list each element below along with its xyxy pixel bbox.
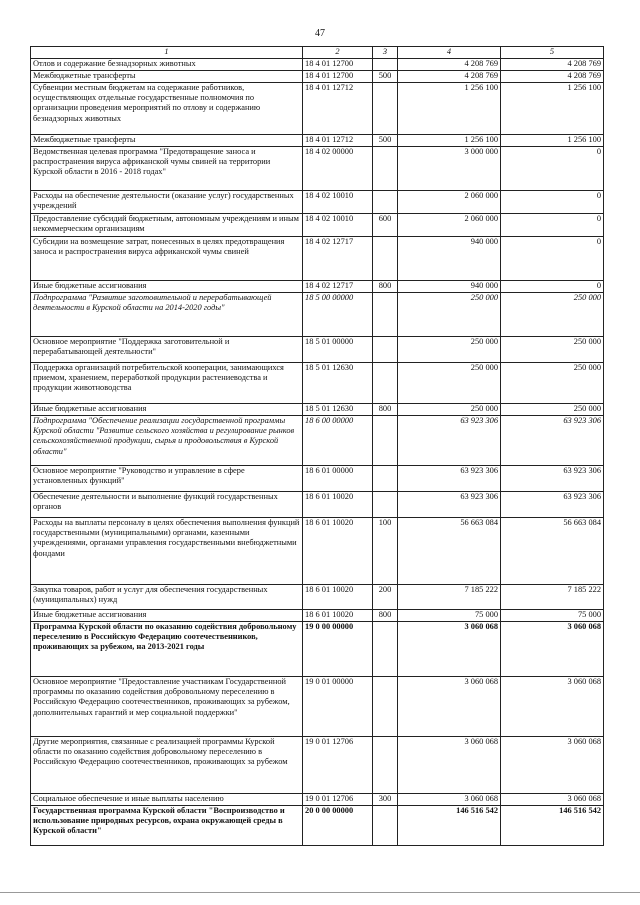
- row-code-cell: 19 0 01 00000: [303, 677, 373, 737]
- row-name-cell: Основное мероприятие "Руководство и управление в сфере установленных функций": [31, 466, 303, 492]
- row-code-cell: 18 6 01 10020: [303, 585, 373, 610]
- row-amount-2-cell: 7 185 222: [501, 585, 604, 610]
- row-name-cell: Субсидии на возмещение затрат, понесенных в целях предотвращения заноса и распространения вируса африканской чумы свиней: [31, 237, 303, 281]
- table-row: [31, 677, 604, 737]
- row-amount-1-cell: 56 663 084: [398, 518, 501, 585]
- table-row: [31, 416, 604, 466]
- row-amount-1-cell: 4 208 769: [398, 59, 501, 71]
- row-code-cell: 18 6 01 10020: [303, 492, 373, 518]
- row-name-cell: Обеспечение деятельности и выполнение функций государственных органов: [31, 492, 303, 518]
- row-name-cell: Ведомственная целевая программа "Предотвращение заноса и распространения вируса африканской чумы свиней на территории Курской области в 2016 - 2018 годах": [31, 147, 303, 191]
- row-name-cell: Субвенции местным бюджетам на содержание работников, осуществляющих отдельные государственные полномочия по организации проведения мероприятий по отлову и содержанию безнадзорных животных: [31, 83, 303, 135]
- header-col-2: 2: [303, 47, 373, 59]
- row-amount-2-cell: 3 060 068: [501, 622, 604, 677]
- row-type-cell: 500: [373, 135, 398, 147]
- table-row: [31, 83, 604, 135]
- row-name-cell: Поддержка организаций потребительской кооперации, занимающихся приемом, хранением, переработкой продукции растениеводства и продукции животноводства: [31, 363, 303, 404]
- row-amount-1-cell: 4 208 769: [398, 71, 501, 83]
- row-type-cell: [373, 363, 398, 404]
- row-amount-1-cell: 1 256 100: [398, 83, 501, 135]
- row-amount-2-cell: 250 000: [501, 293, 604, 337]
- header-col-4: 4: [398, 47, 501, 59]
- row-type-cell: [373, 737, 398, 794]
- row-code-cell: 18 6 01 10020: [303, 610, 373, 622]
- row-code-cell: 18 4 02 10010: [303, 214, 373, 237]
- row-amount-2-cell: 250 000: [501, 404, 604, 416]
- row-amount-1-cell: 3 060 068: [398, 622, 501, 677]
- header-col-1: 1: [31, 47, 303, 59]
- row-code-cell: 18 6 01 00000: [303, 466, 373, 492]
- row-type-cell: 200: [373, 585, 398, 610]
- row-code-cell: 18 4 01 12700: [303, 71, 373, 83]
- row-code-cell: 18 4 02 12717: [303, 281, 373, 293]
- row-amount-2-cell: 250 000: [501, 363, 604, 404]
- row-type-cell: 800: [373, 281, 398, 293]
- table-row: [31, 237, 604, 281]
- row-name-cell: Другие мероприятия, связанные с реализацией программы Курской области по оказанию содействия добровольному переселению в Российскую Федерацию соотечественников, проживающих за рубежом: [31, 737, 303, 794]
- page-number: 47: [315, 28, 325, 39]
- table-row: [31, 610, 604, 622]
- table-row: [31, 147, 604, 191]
- row-code-cell: 20 0 00 00000: [303, 806, 373, 846]
- table-row: [31, 404, 604, 416]
- row-amount-2-cell: 63 923 306: [501, 492, 604, 518]
- row-amount-2-cell: 0: [501, 281, 604, 293]
- row-type-cell: [373, 237, 398, 281]
- row-name-cell: Подпрограмма "Обеспечение реализации государственной программы Курской области "Развитие сельского хозяйства и регулирование рынков сельскохозяйственной продукции, сырья и продовольствия в Курской области": [31, 416, 303, 466]
- row-type-cell: [373, 677, 398, 737]
- row-type-cell: [373, 337, 398, 363]
- row-amount-2-cell: 0: [501, 191, 604, 214]
- row-amount-2-cell: 56 663 084: [501, 518, 604, 585]
- row-code-cell: 18 6 01 10020: [303, 518, 373, 585]
- table-row: [31, 293, 604, 337]
- row-type-cell: 100: [373, 518, 398, 585]
- row-code-cell: 18 4 01 12712: [303, 83, 373, 135]
- row-amount-1-cell: 940 000: [398, 237, 501, 281]
- table-row: [31, 518, 604, 585]
- row-code-cell: 19 0 01 12706: [303, 794, 373, 806]
- row-code-cell: 18 4 01 12700: [303, 59, 373, 71]
- row-type-cell: [373, 147, 398, 191]
- row-name-cell: Закупка товаров, работ и услуг для обеспечения государственных (муниципальных) нужд: [31, 585, 303, 610]
- table-row: [31, 794, 604, 806]
- row-name-cell: Предоставление субсидий бюджетным, автономным учреждениям и иным некоммерческим организациям: [31, 214, 303, 237]
- row-type-cell: 600: [373, 214, 398, 237]
- row-code-cell: 18 5 01 12630: [303, 404, 373, 416]
- row-amount-2-cell: 63 923 306: [501, 416, 604, 466]
- row-code-cell: 18 5 01 00000: [303, 337, 373, 363]
- row-name-cell: Межбюджетные трансферты: [31, 135, 303, 147]
- row-amount-2-cell: 63 923 306: [501, 466, 604, 492]
- table-row: [31, 466, 604, 492]
- row-amount-1-cell: 63 923 306: [398, 492, 501, 518]
- row-amount-1-cell: 2 060 000: [398, 214, 501, 237]
- header-col-5: 5: [501, 47, 604, 59]
- row-amount-1-cell: 3 060 068: [398, 737, 501, 794]
- row-name-cell: Иные бюджетные ассигнования: [31, 610, 303, 622]
- row-amount-1-cell: 250 000: [398, 363, 501, 404]
- row-amount-2-cell: 250 000: [501, 337, 604, 363]
- row-code-cell: 18 5 00 00000: [303, 293, 373, 337]
- row-amount-1-cell: 63 923 306: [398, 416, 501, 466]
- row-amount-2-cell: 1 256 100: [501, 135, 604, 147]
- row-code-cell: 18 4 02 00000: [303, 147, 373, 191]
- row-amount-2-cell: 0: [501, 214, 604, 237]
- table-row: [31, 337, 604, 363]
- table-row: [31, 737, 604, 794]
- row-name-cell: Основное мероприятие "Предоставление участникам Государственной программы по оказанию содействия добровольному переселению в Российскую Федерацию соотечественников, проживающих за рубежом, дополнительных гарантий и мер социальной поддержки": [31, 677, 303, 737]
- row-type-cell: [373, 191, 398, 214]
- table-row: [31, 191, 604, 214]
- row-code-cell: 18 4 01 12712: [303, 135, 373, 147]
- row-amount-2-cell: 3 060 068: [501, 794, 604, 806]
- row-amount-1-cell: 250 000: [398, 337, 501, 363]
- row-amount-2-cell: 75 000: [501, 610, 604, 622]
- row-amount-1-cell: 3 060 068: [398, 794, 501, 806]
- row-code-cell: 18 4 02 10010: [303, 191, 373, 214]
- row-name-cell: Расходы на обеспечение деятельности (оказание услуг) государственных учреждений: [31, 191, 303, 214]
- row-amount-2-cell: 0: [501, 147, 604, 191]
- row-amount-1-cell: 63 923 306: [398, 466, 501, 492]
- row-amount-2-cell: 1 256 100: [501, 83, 604, 135]
- row-code-cell: 19 0 00 00000: [303, 622, 373, 677]
- row-type-cell: [373, 466, 398, 492]
- row-code-cell: 18 4 02 12717: [303, 237, 373, 281]
- row-amount-1-cell: 7 185 222: [398, 585, 501, 610]
- table-row: [31, 71, 604, 83]
- row-amount-2-cell: 146 516 542: [501, 806, 604, 846]
- header-col-3: 3: [373, 47, 398, 59]
- row-type-cell: [373, 416, 398, 466]
- page-bottom-rule: [0, 892, 640, 893]
- row-type-cell: 500: [373, 71, 398, 83]
- row-type-cell: 300: [373, 794, 398, 806]
- row-name-cell: Программа Курской области по оказанию содействия добровольному переселению в Российскую Федерацию соотечественников, проживающих за рубежом, на 2013-2021 годы: [31, 622, 303, 677]
- row-amount-1-cell: 3 000 000: [398, 147, 501, 191]
- table-row: [31, 585, 604, 610]
- row-amount-2-cell: 0: [501, 237, 604, 281]
- row-name-cell: Отлов и содержание безнадзорных животных: [31, 59, 303, 71]
- row-amount-1-cell: 2 060 000: [398, 191, 501, 214]
- row-type-cell: 800: [373, 404, 398, 416]
- row-name-cell: Социальное обеспечение и иные выплаты населению: [31, 794, 303, 806]
- table-row: [31, 363, 604, 404]
- row-name-cell: Основное мероприятие "Поддержка заготовительной и перерабатывающей деятельности": [31, 337, 303, 363]
- row-amount-1-cell: 146 516 542: [398, 806, 501, 846]
- row-name-cell: Расходы на выплаты персоналу в целях обеспечения выполнения функций государственными (муниципальными) органами, казенными учреждениями, органами управления государственными внебюджетными фондами: [31, 518, 303, 585]
- table-row: [31, 281, 604, 293]
- row-name-cell: Межбюджетные трансферты: [31, 71, 303, 83]
- row-amount-2-cell: 4 208 769: [501, 59, 604, 71]
- table-row: [31, 135, 604, 147]
- row-name-cell: Подпрограмма "Развитие заготовительной и перерабатывающей деятельности в Курской области на 2014-2020 годы": [31, 293, 303, 337]
- table-row: [31, 806, 604, 846]
- row-type-cell: [373, 806, 398, 846]
- row-amount-1-cell: 75 000: [398, 610, 501, 622]
- row-type-cell: [373, 293, 398, 337]
- table-header-row: [31, 47, 604, 59]
- row-code-cell: 18 5 01 12630: [303, 363, 373, 404]
- row-amount-2-cell: 4 208 769: [501, 71, 604, 83]
- row-type-cell: 800: [373, 610, 398, 622]
- row-amount-2-cell: 3 060 068: [501, 737, 604, 794]
- row-name-cell: Государственная программа Курской области "Воспроизводство и использование природных ресурсов, охрана окружающей среды в Курской области": [31, 806, 303, 846]
- row-amount-1-cell: 940 000: [398, 281, 501, 293]
- row-type-cell: [373, 492, 398, 518]
- row-code-cell: 19 0 01 12706: [303, 737, 373, 794]
- table-row: [31, 214, 604, 237]
- table-row: [31, 492, 604, 518]
- row-amount-1-cell: 3 060 068: [398, 677, 501, 737]
- row-type-cell: [373, 59, 398, 71]
- row-amount-1-cell: 250 000: [398, 404, 501, 416]
- row-amount-2-cell: 3 060 068: [501, 677, 604, 737]
- table-row: [31, 59, 604, 71]
- budget-table: [30, 46, 604, 846]
- row-name-cell: Иные бюджетные ассигнования: [31, 281, 303, 293]
- row-amount-1-cell: 1 256 100: [398, 135, 501, 147]
- row-type-cell: [373, 83, 398, 135]
- table-row: [31, 622, 604, 677]
- row-name-cell: Иные бюджетные ассигнования: [31, 404, 303, 416]
- row-code-cell: 18 6 00 00000: [303, 416, 373, 466]
- row-amount-1-cell: 250 000: [398, 293, 501, 337]
- row-type-cell: [373, 622, 398, 677]
